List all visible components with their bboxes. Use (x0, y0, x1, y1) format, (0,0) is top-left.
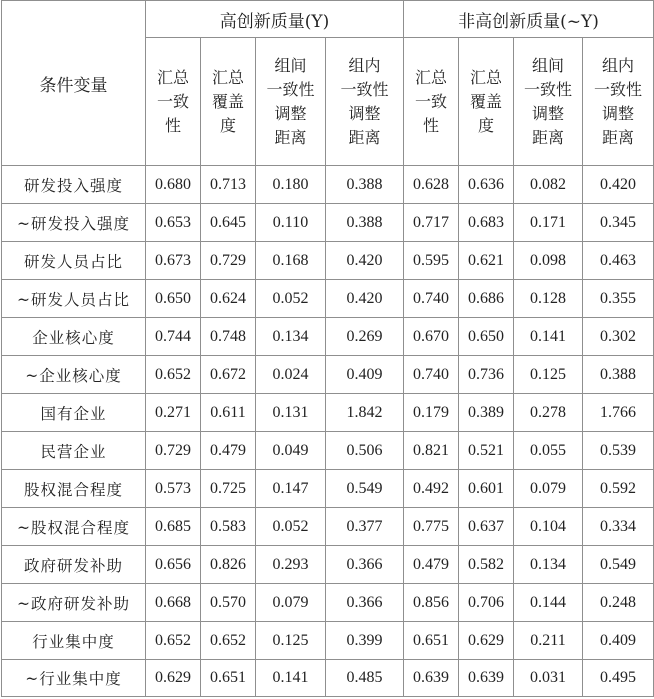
value-cell: 0.639 (459, 660, 514, 697)
subheader-line: 调整 (602, 103, 635, 123)
value-cell: 0.420 (326, 242, 404, 280)
subheader-line: 调整 (531, 103, 564, 123)
value-cell: 0.736 (459, 356, 514, 394)
value-cell: 0.409 (326, 356, 404, 394)
value-cell: 0.125 (514, 356, 583, 394)
value-cell: 0.592 (583, 470, 654, 508)
value-cell: 0.651 (201, 660, 256, 697)
subheader-line: 组间 (274, 55, 307, 75)
table-body (2, 166, 654, 697)
value-cell: 0.683 (459, 204, 514, 242)
table-row (2, 660, 654, 697)
value-cell: 0.179 (404, 394, 459, 432)
subheader-line: 性 (422, 115, 439, 135)
value-cell: 0.345 (583, 204, 654, 242)
condition-variable-cell: 民营企业 (2, 432, 146, 470)
value-cell: 1.842 (326, 394, 404, 432)
table-row (2, 280, 654, 318)
value-cell: 0.637 (459, 508, 514, 546)
value-cell: 0.673 (146, 242, 201, 280)
table-row (2, 584, 654, 622)
value-cell: 0.826 (201, 546, 256, 584)
value-cell: 0.302 (583, 318, 654, 356)
value-cell: 0.680 (146, 166, 201, 204)
value-cell: 0.521 (459, 432, 514, 470)
subheader-line: 度 (219, 115, 236, 135)
condition-variable-cell: ~政府研发补助 (2, 584, 146, 622)
subheader-line: 调整 (348, 103, 381, 123)
condition-variable-cell: ~行业集中度 (2, 660, 146, 697)
not-y-between-consistency-adjusted-distance-header (514, 38, 583, 166)
subheader-line: 汇总 (156, 67, 189, 87)
value-cell: 0.211 (514, 622, 583, 660)
value-cell: 1.766 (583, 394, 654, 432)
value-cell: 0.686 (459, 280, 514, 318)
subheader-line: 汇总 (211, 67, 244, 87)
condition-variable-cell: ~研发投入强度 (2, 204, 146, 242)
table-row (2, 622, 654, 660)
value-cell: 0.611 (201, 394, 256, 432)
condition-variable-cell: 政府研发补助 (2, 546, 146, 584)
condition-variable-header: 条件变量 (2, 1, 146, 166)
not-y-summary-coverage-header (459, 38, 514, 166)
group-header-row (2, 1, 654, 38)
value-cell: 0.463 (583, 242, 654, 280)
table-row (2, 242, 654, 280)
subheader-line: 覆盖 (469, 91, 502, 111)
subheader-line: 性 (164, 115, 181, 135)
nca-results-table (1, 0, 654, 697)
value-cell: 0.147 (256, 470, 326, 508)
subheader-line: 一致性 (523, 79, 572, 99)
value-cell: 0.706 (459, 584, 514, 622)
subheader-line: 组内 (348, 55, 381, 75)
subheader-line: 汇总 (414, 67, 447, 87)
subheader-line: 一致 (156, 91, 189, 111)
value-cell: 0.668 (146, 584, 201, 622)
value-cell: 0.628 (404, 166, 459, 204)
value-cell: 0.601 (459, 470, 514, 508)
value-cell: 0.278 (514, 394, 583, 432)
value-cell: 0.740 (404, 280, 459, 318)
value-cell: 0.355 (583, 280, 654, 318)
subheader-line: 距离 (602, 127, 635, 147)
value-cell: 0.388 (326, 204, 404, 242)
value-cell: 0.725 (201, 470, 256, 508)
value-cell: 0.024 (256, 356, 326, 394)
not-y-within-consistency-adjusted-distance-header (583, 38, 654, 166)
value-cell: 0.420 (583, 166, 654, 204)
subheader-line: 距离 (531, 127, 564, 147)
value-cell: 0.293 (256, 546, 326, 584)
value-cell: 0.653 (146, 204, 201, 242)
subheader-line: 组内 (602, 55, 635, 75)
value-cell: 0.744 (146, 318, 201, 356)
not-y-summary-consistency-header (404, 38, 459, 166)
value-cell: 0.595 (404, 242, 459, 280)
value-cell: 0.409 (583, 622, 654, 660)
subheader-line: 一致性 (266, 79, 315, 99)
value-cell: 0.031 (514, 660, 583, 697)
table-row (2, 166, 654, 204)
value-cell: 0.539 (583, 432, 654, 470)
condition-variable-cell: ~股权混合程度 (2, 508, 146, 546)
value-cell: 0.624 (201, 280, 256, 318)
value-cell: 0.652 (201, 622, 256, 660)
subheader-line: 距离 (274, 127, 307, 147)
value-cell: 0.334 (583, 508, 654, 546)
value-cell: 0.171 (514, 204, 583, 242)
subheader-line: 汇总 (469, 67, 502, 87)
value-cell: 0.685 (146, 508, 201, 546)
condition-variable-cell: ~研发人员占比 (2, 280, 146, 318)
subheader-line: 距离 (348, 127, 381, 147)
condition-variable-cell: 研发人员占比 (2, 242, 146, 280)
value-cell: 0.479 (201, 432, 256, 470)
value-cell: 0.388 (326, 166, 404, 204)
value-cell: 0.055 (514, 432, 583, 470)
value-cell: 0.621 (459, 242, 514, 280)
value-cell: 0.713 (201, 166, 256, 204)
value-cell: 0.549 (326, 470, 404, 508)
value-cell: 0.141 (514, 318, 583, 356)
value-cell: 0.492 (404, 470, 459, 508)
value-cell: 0.670 (404, 318, 459, 356)
value-cell: 0.583 (201, 508, 256, 546)
table-row (2, 546, 654, 584)
value-cell: 0.049 (256, 432, 326, 470)
value-cell: 0.248 (583, 584, 654, 622)
value-cell: 0.180 (256, 166, 326, 204)
value-cell: 0.650 (459, 318, 514, 356)
group-header-non-high-quality: 非高创新质量(~Y) (404, 1, 654, 38)
value-cell: 0.629 (146, 660, 201, 697)
value-cell: 0.134 (514, 546, 583, 584)
value-cell: 0.377 (326, 508, 404, 546)
value-cell: 0.582 (459, 546, 514, 584)
value-cell: 0.079 (514, 470, 583, 508)
value-cell: 0.479 (404, 546, 459, 584)
value-cell: 0.748 (201, 318, 256, 356)
value-cell: 0.399 (326, 622, 404, 660)
value-cell: 0.271 (146, 394, 201, 432)
value-cell: 0.729 (201, 242, 256, 280)
table-row (2, 432, 654, 470)
value-cell: 0.629 (459, 622, 514, 660)
table-row (2, 508, 654, 546)
value-cell: 0.366 (326, 584, 404, 622)
value-cell: 0.128 (514, 280, 583, 318)
condition-variable-cell: 企业核心度 (2, 318, 146, 356)
subheader-line: 覆盖 (211, 91, 244, 111)
condition-variable-cell: 国有企业 (2, 394, 146, 432)
value-cell: 0.079 (256, 584, 326, 622)
y-summary-consistency-header (146, 38, 201, 166)
value-cell: 0.729 (146, 432, 201, 470)
table-row (2, 204, 654, 242)
value-cell: 0.388 (583, 356, 654, 394)
subheader-line: 度 (477, 115, 494, 135)
condition-variable-cell: 研发投入强度 (2, 166, 146, 204)
group-header-high-quality: 高创新质量(Y) (146, 1, 404, 38)
value-cell: 0.104 (514, 508, 583, 546)
subheader-line: 一致 (414, 91, 447, 111)
value-cell: 0.821 (404, 432, 459, 470)
value-cell: 0.856 (404, 584, 459, 622)
table-row (2, 356, 654, 394)
value-cell: 0.389 (459, 394, 514, 432)
table-row (2, 318, 654, 356)
condition-variable-cell: 股权混合程度 (2, 470, 146, 508)
value-cell: 0.420 (326, 280, 404, 318)
value-cell: 0.082 (514, 166, 583, 204)
subheader-line: 一致性 (594, 79, 643, 99)
value-cell: 0.549 (583, 546, 654, 584)
value-cell: 0.573 (146, 470, 201, 508)
subheader-line: 一致性 (340, 79, 389, 99)
subheader-line: 组间 (531, 55, 564, 75)
y-within-consistency-adjusted-distance-header (326, 38, 404, 166)
value-cell: 0.141 (256, 660, 326, 697)
value-cell: 0.134 (256, 318, 326, 356)
value-cell: 0.168 (256, 242, 326, 280)
value-cell: 0.639 (404, 660, 459, 697)
value-cell: 0.656 (146, 546, 201, 584)
condition-variable-cell: 行业集中度 (2, 622, 146, 660)
value-cell: 0.495 (583, 660, 654, 697)
value-cell: 0.651 (404, 622, 459, 660)
condition-variable-cell: ~企业核心度 (2, 356, 146, 394)
value-cell: 0.131 (256, 394, 326, 432)
subheader-line: 调整 (274, 103, 307, 123)
value-cell: 0.125 (256, 622, 326, 660)
value-cell: 0.652 (146, 356, 201, 394)
value-cell: 0.672 (201, 356, 256, 394)
value-cell: 0.740 (404, 356, 459, 394)
value-cell: 0.645 (201, 204, 256, 242)
value-cell: 0.570 (201, 584, 256, 622)
y-between-consistency-adjusted-distance-header (256, 38, 326, 166)
value-cell: 0.485 (326, 660, 404, 697)
value-cell: 0.098 (514, 242, 583, 280)
value-cell: 0.052 (256, 280, 326, 318)
value-cell: 0.775 (404, 508, 459, 546)
table-row (2, 470, 654, 508)
value-cell: 0.650 (146, 280, 201, 318)
value-cell: 0.506 (326, 432, 404, 470)
value-cell: 0.269 (326, 318, 404, 356)
value-cell: 0.110 (256, 204, 326, 242)
value-cell: 0.636 (459, 166, 514, 204)
value-cell: 0.717 (404, 204, 459, 242)
value-cell: 0.052 (256, 508, 326, 546)
value-cell: 0.652 (146, 622, 201, 660)
y-summary-coverage-header (201, 38, 256, 166)
value-cell: 0.144 (514, 584, 583, 622)
table-row (2, 394, 654, 432)
value-cell: 0.366 (326, 546, 404, 584)
